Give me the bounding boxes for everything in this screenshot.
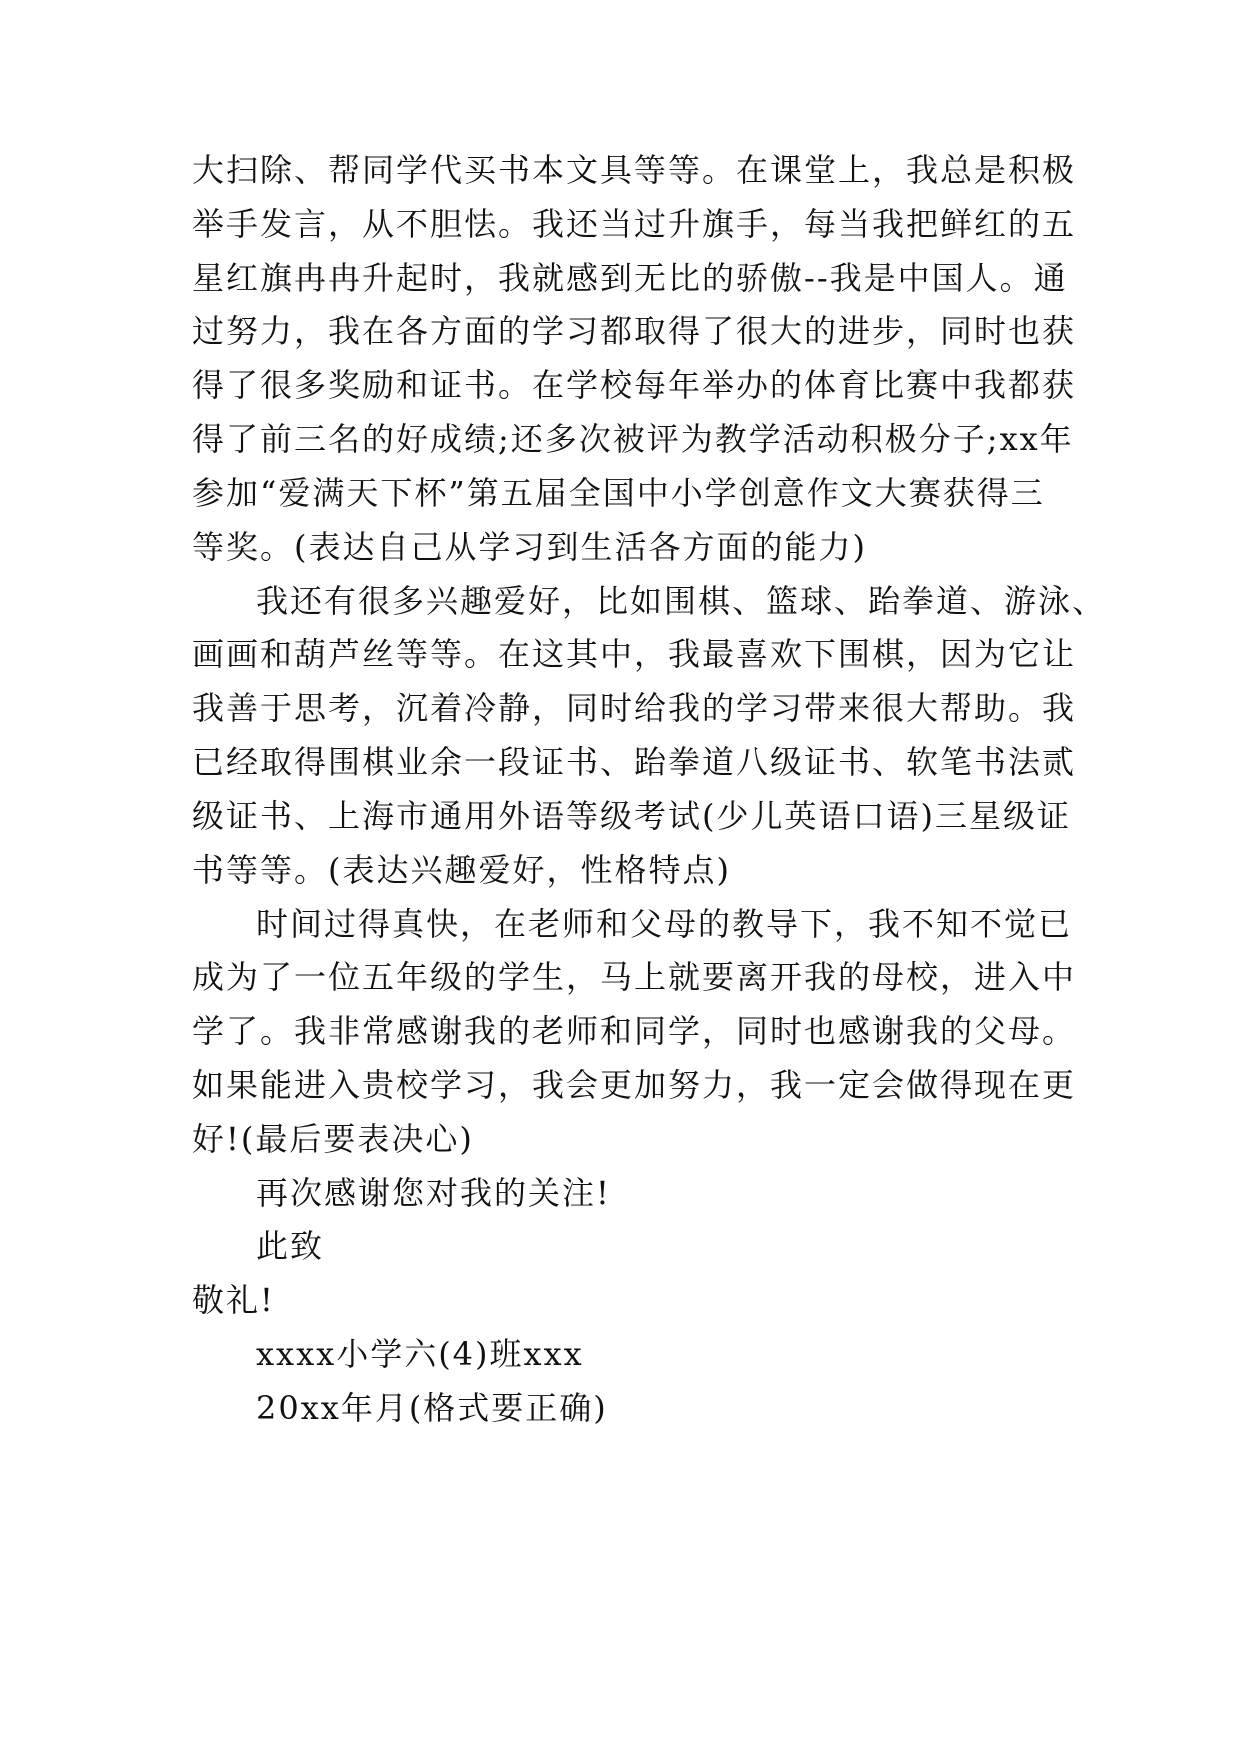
text-line: 画画和葫芦丝等等。在这其中，我最喜欢下围棋，因为它让 [192,635,1077,673]
text-line: 好!(最后要表决心) [192,1120,474,1158]
text-line: 过努力，我在各方面的学习都取得了很大的进步，同时也获 [192,312,1077,350]
closing-regards: 敬礼! [192,1281,275,1319]
text-line: 等奖。(表达自己从学习到生活各方面的能力) [192,528,867,566]
text-line: 星红旗冉冉升起时，我就感到无比的骄傲--我是中国人。通 [192,259,1068,297]
text-line: 大扫除、帮同学代买书本文具等等。在课堂上，我总是积极 [192,151,1077,189]
text-line: 得了很多奖励和证书。在学校每年举办的体育比赛中我都获 [192,366,1077,404]
text-line: 成为了一位五年级的学生，马上就要离开我的母校，进入中 [192,958,1077,996]
text-line: 得了前三名的好成绩;还多次被评为教学活动积极分子;xx年 [192,420,1074,458]
text-line: 举手发言，从不胆怯。我还当过升旗手，每当我把鲜红的五 [192,205,1077,243]
text-line: 学了。我非常感谢我的老师和同学，同时也感谢我的父母。 [192,1012,1077,1050]
text-line: 参加“爱满天下杯”第五届全国中小学创意作文大赛获得三 [192,474,1045,512]
date-line: 20xx年月(格式要正确) [256,1389,608,1427]
text-line: 如果能进入贵校学习，我会更加努力，我一定会做得现在更 [192,1066,1077,1104]
paragraph-first-line: 时间过得真快，在老师和父母的教导下，我不知不觉已 [256,905,1073,943]
text-line: 已经取得围棋业余一段证书、跆拳道八级证书、软笔书法贰 [192,743,1077,781]
paragraph-first-line: 我还有很多兴趣爱好，比如围棋、篮球、跆拳道、游泳、 [256,582,1107,620]
text-line: 级证书、上海市通用外语等级考试(少儿英语口语)三星级证 [192,797,1071,835]
closing-thanks: 再次感谢您对我的关注! [256,1174,611,1212]
closing-salutation: 此致 [256,1227,325,1265]
text-line: 书等等。(表达兴趣爱好，性格特点) [192,851,731,889]
text-line: 我善于思考，沉着冷静，同时给我的学习带来很大帮助。我 [192,689,1077,727]
signature: xxxx小学六(4)班xxx [256,1335,584,1373]
